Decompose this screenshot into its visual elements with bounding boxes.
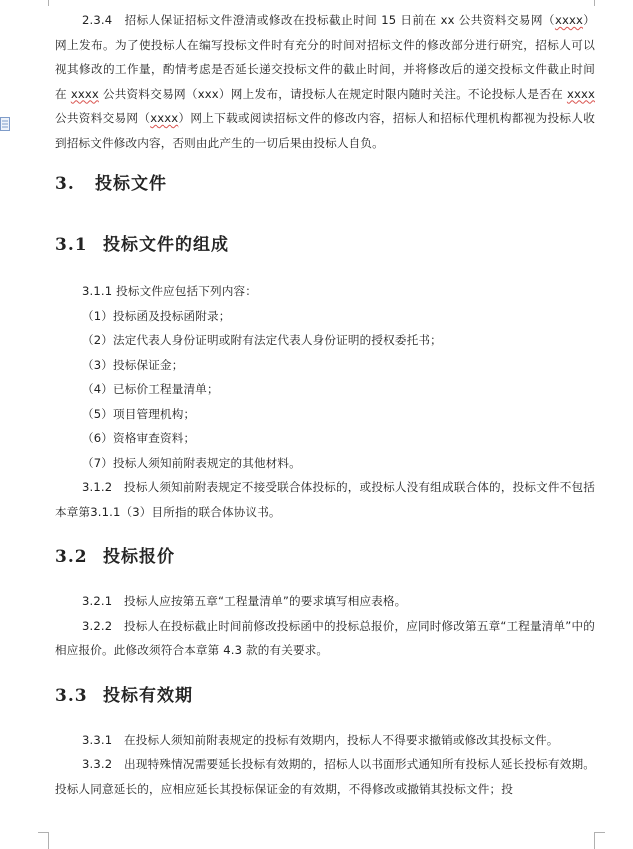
list-item: （5）项目管理机构；: [82, 406, 196, 421]
document-icon[interactable]: [0, 117, 12, 133]
paragraph-3-3-2: 3.3.2 出现特殊情况需要延长投标有效期的，招标人以书面形式通知所有投标人延长投标有效期。投标人同意延长的，应相应延长其投标保证金的有效期，不得修改或撤销其投标文件；投: [55, 757, 595, 796]
section-heading-3-2: [55, 542, 595, 567]
margin-corner-mark: [594, 0, 605, 6]
list-item: （3）投标保证金；: [82, 357, 184, 372]
margin-corner-mark: [38, 0, 49, 6]
section-title: 投标文件: [95, 174, 167, 194]
document-body: [55, 8, 595, 801]
text-run: 招标人保证招标文件澄清或修改在投标截止时间 15 日前在 xx 公共资料交易网（: [124, 13, 555, 27]
section-number: 3.2: [55, 547, 88, 567]
list-item: （1）投标函及投标函附录；: [82, 308, 231, 323]
content-list: [55, 304, 595, 476]
paragraph-2-3-4: [55, 8, 595, 155]
spellcheck-flagged-word: xxxx: [70, 86, 99, 101]
paragraph-3-2-2: 3.2.2 投标人在投标截止时间前修改投标函中的投标总报价，应同时修改第五章“工程量清单”中的相应报价。此修改须符合本章第 4.3 款的有关要求。: [55, 618, 595, 657]
list-item: （7）投标人须知前附表规定的其他材料。: [82, 455, 301, 470]
list-item: （2）法定代表人身份证明或附有法定代表人身份证明的授权委托书；: [82, 333, 442, 347]
section-number: 3.3: [55, 685, 88, 706]
section-number: 3.: [55, 174, 75, 194]
paragraph-3-1-1: 3.1.1 投标文件应包括下列内容：: [82, 284, 258, 298]
list-item: （4）已标价工程量清单；: [82, 382, 219, 396]
spellcheck-flagged-word: xxxx: [566, 86, 595, 101]
margin-corner-mark: [38, 832, 49, 849]
section-heading-3-3: [55, 681, 595, 706]
spellcheck-flagged-word: xxxx: [150, 111, 179, 125]
clause-number: 2.3.4: [82, 13, 113, 27]
section-title: 投标有效期: [103, 685, 193, 706]
margin-corner-mark: [594, 832, 605, 849]
section-title: 投标报价: [103, 547, 175, 567]
text-run: ）网上发布。为了使投标人在编写投标文件时有充分的时间对招标文件的修改部分进行研究，招标人可以视其修改的工作量，酌情考虑是否延长递交投标文件的截止时间，并将修改后的递交投标文件截止时间在: [55, 13, 596, 101]
text-run: 公共资料交易网（: [55, 111, 151, 125]
section-heading-3: [55, 169, 595, 194]
paragraph-3-1-2: 3.1.2 投标人须知前附表规定不接受联合体投标的，或投标人没有组成联合体的，投标文件不包括本章第3.1.1（3）目所指的联合体协议书。: [55, 480, 595, 519]
text-run: 公共资料交易网（xxx）网上发布，请投标人在规定时限内随时关注。不论投标人是否在: [98, 86, 567, 101]
paragraph-3-2-1: 3.2.1 投标人应按第五章“工程量清单”的要求填写相应表格。: [82, 594, 407, 608]
spellcheck-flagged-word: xxxx: [554, 13, 583, 27]
section-heading-3-1: [55, 230, 595, 255]
list-item: （6）资格审查资料；: [82, 431, 196, 445]
section-title: 投标文件的组成: [103, 235, 229, 255]
paragraph-3-3-1: 3.3.1 在投标人须知前附表规定的投标有效期内，投标人不得要求撤销或修改其投标文件。: [82, 732, 559, 747]
section-number: 3.1: [55, 235, 88, 255]
text-run: ）网上下载或阅读招标文件的修改内容，招标人和招标代理机构都视为投标人收到招标文件修改内容，否则由此产生的一切后果由投标人自负。: [55, 111, 595, 150]
